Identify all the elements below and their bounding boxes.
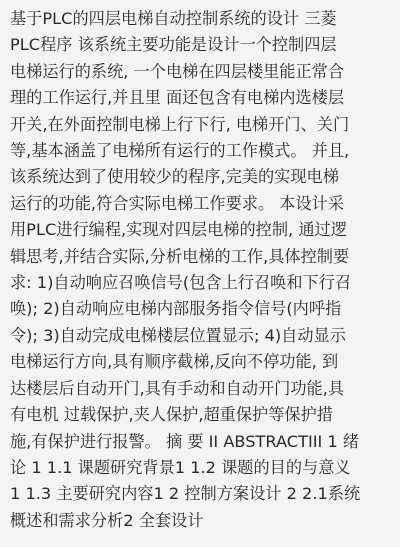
text-line: 开关,在外面控制电梯上行下行, 电梯开门、关门 — [10, 114, 350, 134]
text-line: 电梯运行方向,具有顺序截梯,反向不停功能, 到 — [10, 352, 339, 372]
text-line: 施,有保护进行报警。 摘 要 II ABSTRACTIII 1 绪 — [10, 431, 360, 451]
text-line: 理的工作运行,并且里 面还包含有电梯内选楼层 — [10, 88, 345, 108]
text-line: 求: 1)自动响应召唤信号(包含上行召唤和下行召 — [10, 273, 352, 293]
text-line: 运行的功能,符合实际电梯工作要求。 本设计采 — [10, 193, 345, 213]
text-line: 令); 3)自动完成电梯楼层位置显示; 4)自动显示 — [10, 325, 346, 345]
text-line: 电梯运行的系统, 一个电梯在四层楼里能正常合 — [10, 61, 345, 81]
text-line: 有电机 过载保护,夹人保护,超重保护等保护措 — [10, 405, 333, 425]
document-body-text — [10, 6, 391, 534]
text-line: 等,基本涵盖了电梯所有运行的工作模式。 并且, — [10, 141, 350, 161]
text-line: 论 1 1.1 课题研究背景1 1.2 课题的目的与意义 — [10, 457, 351, 477]
text-line: 该系统达到了使用较少的程序,完美的实现电梯 — [10, 167, 339, 187]
text-line: 用PLC进行编程,实现对四层电梯的控制, 通过逻 — [10, 220, 347, 240]
text-line: 1 1.3 主要研究内容1 2 控制方案设计 2 2.1系统 — [10, 484, 361, 504]
text-line: PLC程序 该系统主要功能是设计一个控制四层 — [10, 35, 337, 55]
text-line: 基于PLC的四层电梯自动控制系统的设计 三菱 — [10, 9, 337, 28]
text-line: 达楼层后自动开门,具有手动和自动开门功能,具 — [10, 378, 345, 398]
text-line: 唤); 2)自动响应电梯内部服务指令信号(内呼指 — [10, 299, 342, 319]
text-line: 概述和需求分析2 全套设计 — [10, 510, 204, 530]
text-line: 辑思考,并结合实际,分析电梯的工作,具体控制要 — [10, 246, 350, 266]
